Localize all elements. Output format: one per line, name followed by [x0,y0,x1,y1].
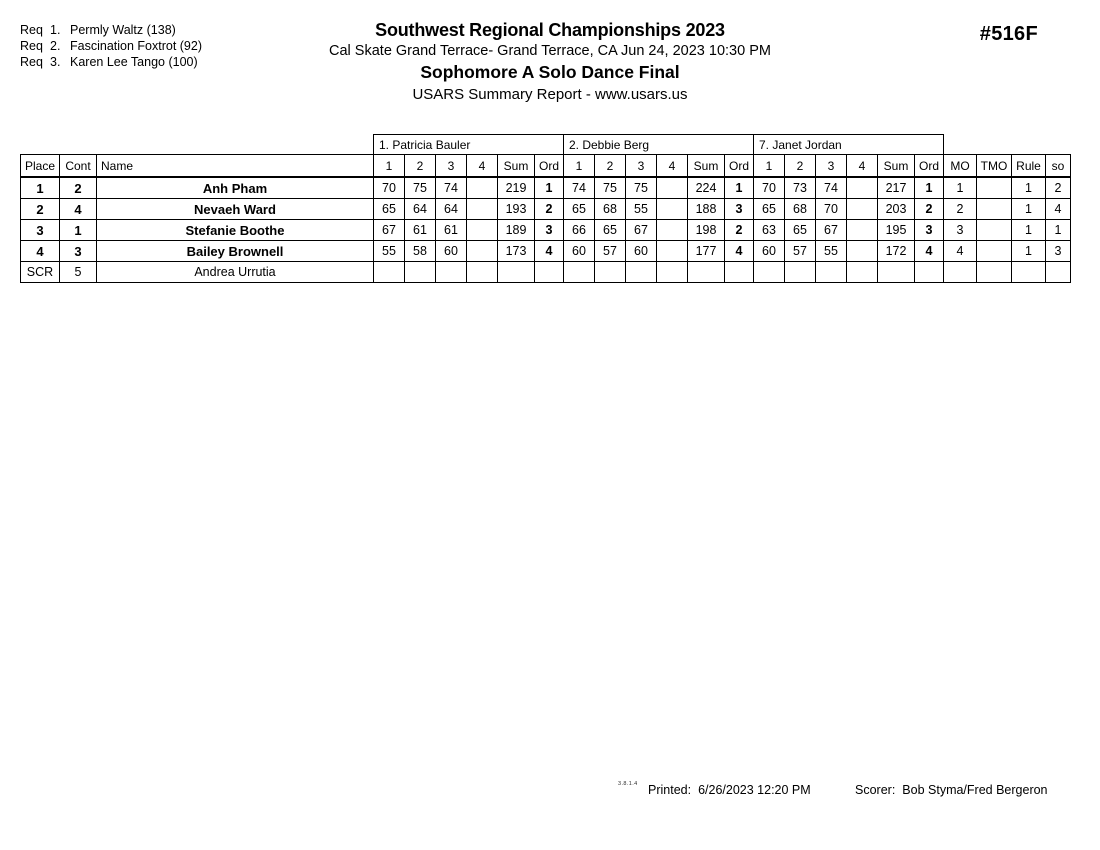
cell-j1-s4 [467,262,498,283]
cell-tmo [977,262,1012,283]
cell-j2-s3: 55 [626,199,657,220]
cell-j3-ord: 2 [915,199,944,220]
cell-j2-s2: 68 [595,199,626,220]
cell-tmo [977,220,1012,241]
judge-band-row [21,135,1071,155]
cell-j3-s3: 74 [816,177,847,199]
cell-j2-sum: 177 [688,241,725,262]
cell-j1-s3: 64 [436,199,467,220]
cell-j1-s1: 67 [374,220,405,241]
cell-rule: 1 [1012,220,1046,241]
cell-j3-s4 [847,177,878,199]
requirement-label: Req [20,39,43,53]
score-table [20,134,1071,283]
cell-j1-s4 [467,220,498,241]
judge-band-spacer [977,135,1012,155]
cell-j3-s4 [847,241,878,262]
judge-band-spacer [944,135,977,155]
scorer-info [855,783,1048,797]
column-header-j1-ord: Ord [535,155,564,178]
column-header-j1-score4: 4 [467,155,498,178]
requirement-name: Fascination Foxtrot (92) [70,39,202,53]
column-header-so: so [1046,155,1071,178]
cell-j3-s1: 65 [754,199,785,220]
judge-1-title: 1. Patricia Bauler [374,135,564,155]
cell-j3-s3: 67 [816,220,847,241]
table-row [21,241,1071,262]
cell-j2-s2: 57 [595,241,626,262]
cell-j2-ord [725,262,754,283]
column-header-rule: Rule [1012,155,1046,178]
cell-j3-sum: 172 [878,241,915,262]
cell-j3-ord: 3 [915,220,944,241]
cell-j1-s3: 74 [436,177,467,199]
cell-place: SCR [21,262,60,283]
software-version: 3.8.1.4 [618,781,638,787]
requirement-number: 1. [50,23,61,37]
cell-j3-s3: 70 [816,199,847,220]
cell-j1-s2: 75 [405,177,436,199]
cell-j3-s2: 73 [785,177,816,199]
cell-j3-sum: 195 [878,220,915,241]
cell-j1-sum: 193 [498,199,535,220]
cell-j1-sum: 173 [498,241,535,262]
cell-cont: 1 [60,220,97,241]
cell-j1-s1: 70 [374,177,405,199]
cell-tmo [977,177,1012,199]
column-header-j2-ord: Ord [725,155,754,178]
column-header-j2-sum: Sum [688,155,725,178]
cell-rule: 1 [1012,241,1046,262]
cell-j1-s4 [467,241,498,262]
cell-name: Andrea Urrutia [97,262,374,283]
cell-place: 4 [21,241,60,262]
cell-mo [944,262,977,283]
column-header-j3-ord: Ord [915,155,944,178]
cell-j1-s1: 65 [374,199,405,220]
cell-j2-s4 [657,241,688,262]
column-header-j2-score2: 2 [595,155,626,178]
column-header-j3-score4: 4 [847,155,878,178]
cell-j1-s3: 61 [436,220,467,241]
cell-j2-s3 [626,262,657,283]
cell-j1-s1 [374,262,405,283]
judge-band-spacer [1012,135,1046,155]
cell-j3-s1 [754,262,785,283]
cell-j2-s3: 67 [626,220,657,241]
column-header-tmo: TMO [977,155,1012,178]
cell-j2-s4 [657,220,688,241]
cell-place: 3 [21,220,60,241]
cell-cont: 5 [60,262,97,283]
cell-so: 2 [1046,177,1071,199]
requirement-label: Req [20,55,43,69]
column-header-j3-sum: Sum [878,155,915,178]
cell-j2-sum: 188 [688,199,725,220]
cell-j2-sum [688,262,725,283]
scorer-label: Scorer: [855,783,896,797]
cell-j1-s2: 61 [405,220,436,241]
cell-j2-s4 [657,177,688,199]
cell-j1-s4 [467,199,498,220]
table-row [21,262,1071,283]
cell-j2-s3: 60 [626,241,657,262]
column-header-place: Place [21,155,60,178]
cell-mo: 4 [944,241,977,262]
judge-3-title: 7. Janet Jordan [754,135,944,155]
cell-cont: 4 [60,199,97,220]
cell-so: 1 [1046,220,1071,241]
cell-j2-ord: 1 [725,177,754,199]
judge-band-spacer [60,135,97,155]
cell-rule [1012,262,1046,283]
cell-j2-s2: 75 [595,177,626,199]
cell-j2-sum: 224 [688,177,725,199]
column-header-row [21,155,1071,178]
cell-j1-sum [498,262,535,283]
judge-band-spacer [1046,135,1071,155]
event-title: Sophomore A Solo Dance Final [420,62,680,82]
requirement-number: 2. [50,39,61,53]
column-header-j2-score3: 3 [626,155,657,178]
cell-j1-ord: 2 [535,199,564,220]
column-header-name: Name [97,155,374,178]
cell-j1-s2 [405,262,436,283]
cell-j3-s4 [847,262,878,283]
column-header-j3-score3: 3 [816,155,847,178]
cell-j1-ord: 4 [535,241,564,262]
cell-j3-s3: 55 [816,241,847,262]
cell-mo: 3 [944,220,977,241]
cell-so [1046,262,1071,283]
column-header-cont: Cont [60,155,97,178]
cell-j3-ord [915,262,944,283]
cell-name: Bailey Brownell [97,241,374,262]
column-header-j1-score3: 3 [436,155,467,178]
judge-2-title: 2. Debbie Berg [564,135,754,155]
cell-j1-s3: 60 [436,241,467,262]
cell-mo: 1 [944,177,977,199]
requirement-label: Req [20,23,43,37]
score-table-container [20,134,1071,283]
report-subtitle: USARS Summary Report - www.usars.us [412,86,688,103]
cell-mo: 2 [944,199,977,220]
cell-cont: 3 [60,241,97,262]
cell-j3-s2: 65 [785,220,816,241]
printed-info [648,783,811,797]
judge-band-spacer [21,135,60,155]
cell-j1-sum: 189 [498,220,535,241]
cell-j2-ord: 2 [725,220,754,241]
cell-name: Nevaeh Ward [97,199,374,220]
cell-j3-s4 [847,199,878,220]
cell-j1-ord [535,262,564,283]
cell-j3-s2: 57 [785,241,816,262]
cell-j2-s3: 75 [626,177,657,199]
cell-name: Stefanie Boothe [97,220,374,241]
cell-j3-s4 [847,220,878,241]
cell-j2-sum: 198 [688,220,725,241]
cell-rule: 1 [1012,199,1046,220]
column-header-j1-score1: 1 [374,155,405,178]
cell-j1-s2: 64 [405,199,436,220]
report-header [0,20,1100,106]
judge-band-spacer [97,135,374,155]
cell-rule: 1 [1012,177,1046,199]
cell-place: 1 [21,177,60,199]
cell-j3-s1: 70 [754,177,785,199]
cell-j2-s1: 65 [564,199,595,220]
printed-label: Printed: [648,783,692,797]
table-row [21,220,1071,241]
competition-title: Southwest Regional Championships 2023 [375,20,725,40]
cell-tmo [977,199,1012,220]
cell-j2-s4 [657,262,688,283]
column-header-mo: MO [944,155,977,178]
cell-j1-ord: 3 [535,220,564,241]
cell-j1-sum: 219 [498,177,535,199]
cell-place: 2 [21,199,60,220]
column-header-j1-score2: 2 [405,155,436,178]
cell-j1-s2: 58 [405,241,436,262]
cell-j3-sum: 203 [878,199,915,220]
cell-j2-s1 [564,262,595,283]
requirement-name: Permly Waltz (138) [70,23,176,37]
cell-j2-s2: 65 [595,220,626,241]
requirement-name: Karen Lee Tango (100) [70,55,198,69]
cell-j3-ord: 4 [915,241,944,262]
cell-j1-ord: 1 [535,177,564,199]
cell-j3-s1: 63 [754,220,785,241]
table-row [21,177,1071,199]
cell-j3-sum: 217 [878,177,915,199]
cell-j3-s1: 60 [754,241,785,262]
cell-j3-s2: 68 [785,199,816,220]
cell-so: 3 [1046,241,1071,262]
scorer-value: Bob Styma/Fred Bergeron [902,783,1048,797]
cell-j1-s1: 55 [374,241,405,262]
cell-j2-s4 [657,199,688,220]
cell-j3-sum [878,262,915,283]
cell-j2-ord: 4 [725,241,754,262]
cell-tmo [977,241,1012,262]
cell-j3-ord: 1 [915,177,944,199]
venue-datetime: Cal Skate Grand Terrace- Grand Terrace, CA Jun 24, 2023 10:30 PM [329,43,771,59]
column-header-j2-score4: 4 [657,155,688,178]
cell-j2-s1: 66 [564,220,595,241]
cell-j2-s1: 60 [564,241,595,262]
column-header-j3-score1: 1 [754,155,785,178]
column-header-j3-score2: 2 [785,155,816,178]
cell-j3-s3 [816,262,847,283]
cell-name: Anh Pham [97,177,374,199]
column-header-j2-score1: 1 [564,155,595,178]
event-number: #516F [979,23,1038,45]
cell-cont: 2 [60,177,97,199]
cell-j1-s3 [436,262,467,283]
column-header-j1-sum: Sum [498,155,535,178]
printed-value: 6/26/2023 12:20 PM [698,783,811,797]
table-row [21,199,1071,220]
cell-so: 4 [1046,199,1071,220]
cell-j1-s4 [467,177,498,199]
cell-j2-ord: 3 [725,199,754,220]
cell-j3-s2 [785,262,816,283]
cell-j2-s1: 74 [564,177,595,199]
requirement-number: 3. [50,55,61,69]
cell-j2-s2 [595,262,626,283]
